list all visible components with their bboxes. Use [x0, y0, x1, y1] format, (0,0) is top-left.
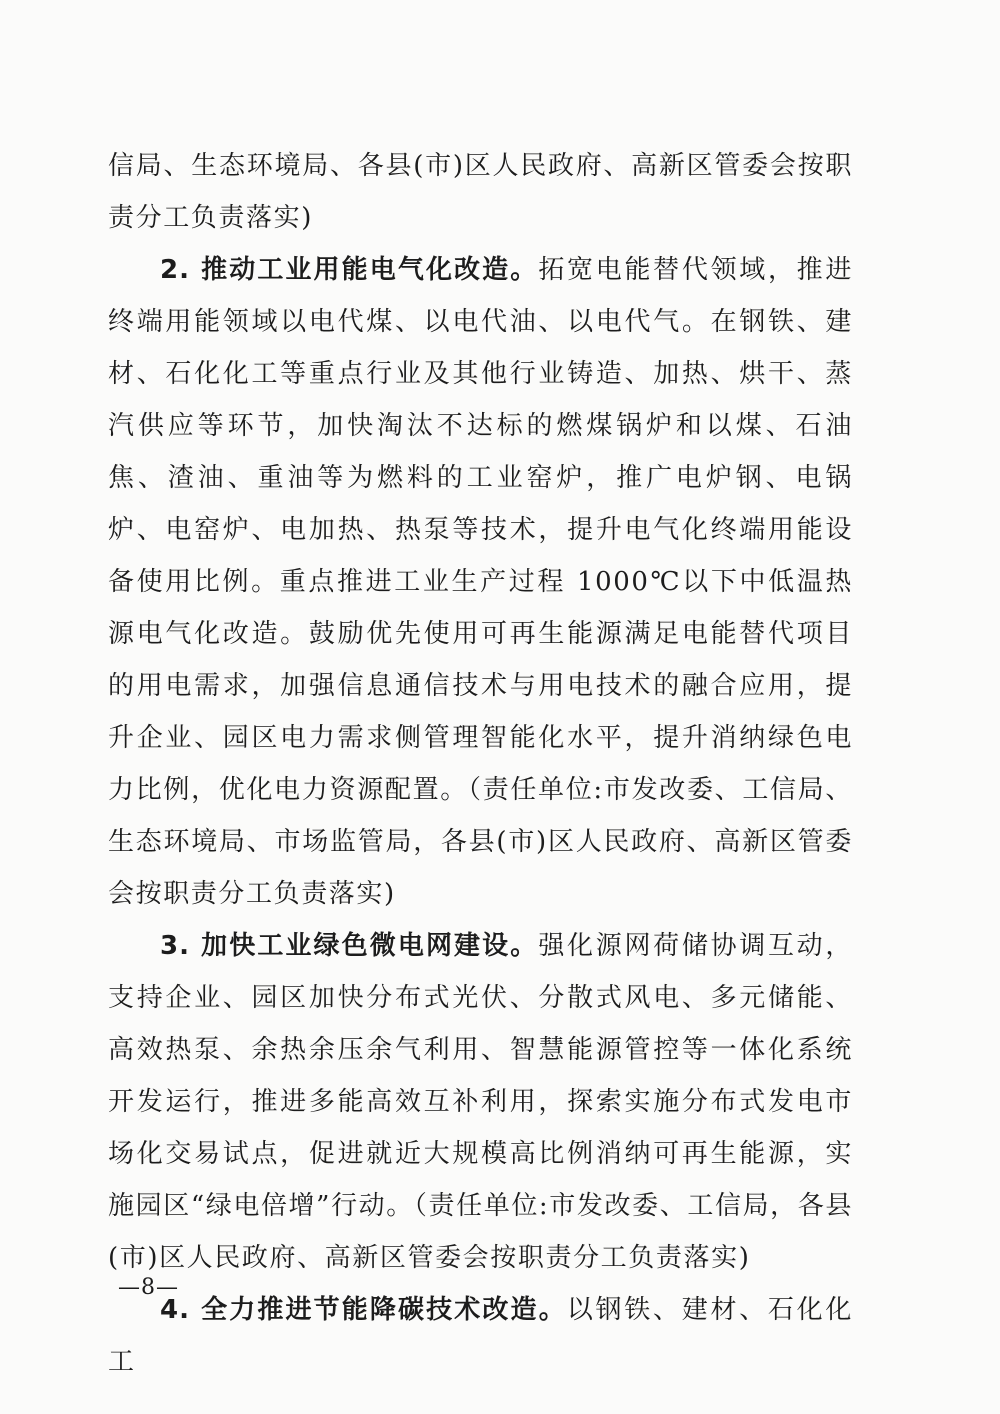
paragraph-item-2	[108, 244, 853, 920]
page-number: —8—	[118, 1275, 179, 1300]
paragraph-item-4	[108, 1284, 853, 1388]
paragraph-text: 强化源网荷储协调互动，支持企业、园区加快分布式光伏、分散式风电、多元储能、高效热泵、余热余压余气利用、智慧能源管控等一体化系统开发运行，推进多能高效互补利用，探索实施分布式发电市场化交易试点，促进就近大规模高比例消纳可再生能源，实施园区“绿电倍增”行动。（责任单位:市发改委、工信局，各县(市)区人民政府、高新区管委会按职责分工负责落实)	[108, 931, 853, 1273]
paragraph-item-3	[108, 920, 853, 1284]
item-heading: 3. 加快工业绿色微电网建设。	[160, 931, 539, 961]
item-heading: 2. 推动工业用能电气化改造。	[160, 255, 539, 285]
document-body	[108, 140, 853, 1388]
item-heading: 4. 全力推进节能降碳技术改造。	[160, 1295, 567, 1325]
paragraph-text: 以钢铁、建材、石化化工	[108, 1295, 853, 1377]
paragraph-text: 信局、生态环境局、各县(市)区人民政府、高新区管委会按职责分工负责落实)	[108, 151, 853, 233]
paragraph-continuation	[108, 140, 853, 244]
paragraph-text: 拓宽电能替代领域，推进终端用能领域以电代煤、以电代油、以电代气。在钢铁、建材、石化化工等重点行业及其他行业铸造、加热、烘干、蒸汽供应等环节，加快淘汰不达标的燃煤锅炉和以煤、石油焦、渣油、重油等为燃料的工业窑炉，推广电炉钢、电锅炉、电窑炉、电加热、热泵等技术，提升电气化终端用能设备使用比例。重点推进工业生产过程 1000℃以下中低温热源电气化改造。鼓励优先使用可再生能源满足电能替代项目的用电需求，加强信息通信技术与用电技术的融合应用，提升企业、园区电力需求侧管理智能化水平，提升消纳绿色电力比例，优化电力资源配置。（责任单位:市发改委、工信局、生态环境局、市场监管局，各县(市)区人民政府、高新区管委会按职责分工负责落实)	[108, 255, 853, 909]
